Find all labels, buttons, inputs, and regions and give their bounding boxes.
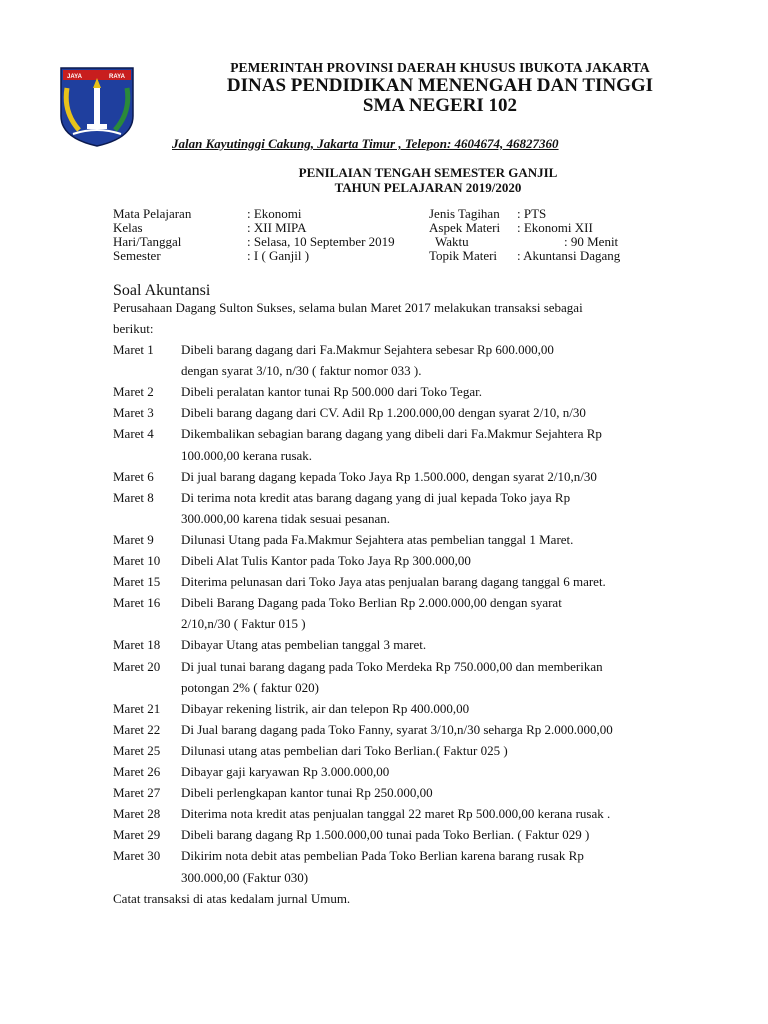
transaction-date: Maret 18 [113,637,161,653]
transaction-text: Di terima nota kredit atas barang dagang yang di jual kepada Toko jaya Rp [181,489,571,505]
transaction-line [0,743,768,763]
school-address: Jalan Kayutinggi Cakung, Jakarta Timur , Telepon: 4604674, 46827360 [172,136,559,151]
header-department: DINAS PENDIDIKAN MENENGAH DAN TINGGI [226,75,654,96]
exam-year: TAHUN PELAJARAN 2019/2020 [334,180,522,195]
info-value-type: : PTS [517,206,547,221]
info-label-time: Waktu [435,234,469,249]
transaction-line [0,490,768,510]
transaction-line [0,637,768,657]
intro-line-2: berikut: [113,321,154,336]
info-value-time: : 90 Menit [564,234,619,249]
transaction-line [0,722,768,742]
transaction-line [0,701,768,721]
info-label-class: Kelas [113,220,143,235]
info-value-semester: : I ( Ganjil ) [247,248,310,263]
transaction-line [0,785,768,805]
transaction-line [0,553,768,573]
transaction-date: Maret 1 [113,342,154,357]
transaction-line [0,469,768,489]
transaction-date: Maret 6 [113,468,154,484]
info-label-type: Jenis Tagihan [429,206,500,221]
transaction-line [0,806,768,826]
transaction-line [0,870,768,890]
section-heading: Soal Akuntansi [113,282,211,299]
info-label-date: Hari/Tanggal [113,234,182,249]
transaction-line [0,659,768,679]
transaction-date: Maret 21 [113,700,161,716]
transaction-date: Maret 3 [113,405,154,421]
transaction-line [0,363,768,383]
transaction-text: 300.000,00 (Faktur 030) [181,869,309,885]
transaction-date: Maret 4 [113,426,154,442]
exam-title: PENILAIAN TENGAH SEMESTER GANJIL [298,165,558,180]
transaction-date: Maret 27 [113,785,161,801]
transaction-date: Maret 2 [113,384,154,400]
transaction-date: Maret 26 [113,764,161,779]
transaction-line [0,511,768,531]
info-label-subject: Mata Pelajaran [113,206,192,221]
logo-text-jaya: JAYA [67,74,82,80]
transaction-line [0,616,768,636]
transaction-text: Dikembalikan sebagian barang dagang yang dibeli dari Fa.Makmur Sejahtera Rp [181,426,602,442]
transaction-date: Maret 22 [113,721,161,737]
transaction-line [0,595,768,615]
transaction-text: Dibeli barang dagang dari CV. Adil Rp 1.200.000,00 dengan syarat 2/10, n/30 [181,405,586,421]
transaction-text: Dibeli barang dagang Rp 1.500.000,00 tunai pada Toko Berlian. ( Faktur 029 ) [181,827,590,843]
transaction-line [0,848,768,868]
transaction-date: Maret 8 [113,489,154,505]
info-value-date: : Selasa, 10 September 2019 [247,234,395,249]
transaction-line [0,384,768,404]
logo-text-raya: RAYA [109,74,125,80]
transaction-text: 2/10,n/30 ( Faktur 015 ) [181,616,306,632]
transaction-text: dengan syarat 3/10, n/30 ( faktur nomor 033 ). [181,363,422,379]
transaction-text: Diterima nota kredit atas penjualan tanggal 22 maret Rp 500.000,00 kerana rusak . [181,806,611,822]
transaction-line [0,532,768,552]
transaction-date: Maret 15 [113,574,161,590]
transaction-date: Maret 25 [113,742,161,758]
transaction-text: Dibayar gaji karyawan Rp 3.000.000,00 [181,764,390,779]
transaction-text: Dibayar Utang atas pembelian tanggal 3 maret. [181,637,427,653]
transaction-date: Maret 16 [113,595,161,611]
transaction-text: 100.000,00 kerana rusak. [181,447,313,463]
transaction-text: Di jual tunai barang dagang pada Toko Merdeka Rp 750.000,00 dan memberikan [181,658,603,674]
intro-line-1: Perusahaan Dagang Sulton Sukses, selama bulan Maret 2017 melakukan transaksi sebagai [113,300,583,315]
transaction-line [0,448,768,468]
transaction-date: Maret 28 [113,806,161,822]
transaction-text: Di Jual barang dagang pada Toko Fanny, syarat 3/10,n/30 seharga Rp 2.000.000,00 [181,721,613,737]
jakarta-emblem-logo [53,64,141,148]
transaction-text: Dikirim nota debit atas pembelian Pada Toko Berlian karena barang rusak Rp [181,848,584,864]
transaction-text: Dilunasi Utang pada Fa.Makmur Sejahtera atas pembelian tanggal 1 Maret. [181,531,574,547]
transaction-text: Di jual barang dagang kepada Toko Jaya Rp 1.500.000, dengan syarat 2/10,n/30 [181,468,597,484]
transaction-text: Dibeli peralatan kantor tunai Rp 500.000 dari Toko Tegar. [181,384,482,400]
info-label-topic: Topik Materi [429,248,498,263]
transaction-text: Dilunasi utang atas pembelian dari Toko Berlian.( Faktur 025 ) [181,742,508,758]
transaction-line [0,680,768,700]
transaction-date: Maret 30 [113,848,161,864]
transaction-date: Maret 29 [113,827,161,843]
info-label-aspect: Aspek Materi [429,220,501,235]
header-government: PEMERINTAH PROVINSI DAERAH KHUSUS IBUKOTA JAKARTA [230,60,650,75]
transaction-line [0,827,768,847]
info-value-class: : XII MIPA [247,220,307,235]
transaction-text: Dibeli Alat Tulis Kantor pada Toko Jaya Rp 300.000,00 [181,553,471,568]
closing-instruction: Catat transaksi di atas kedalam jurnal Umum. [113,890,351,906]
info-value-topic: : Akuntansi Dagang [517,248,621,263]
info-value-aspect: : Ekonomi XII [517,220,593,235]
transaction-line [0,426,768,446]
info-label-semester: Semester [113,248,161,263]
transaction-line [0,764,768,784]
transaction-date: Maret 9 [113,531,154,547]
header-school: SMA NEGERI 102 [362,95,518,116]
info-value-subject: : Ekonomi [247,206,302,221]
transaction-text: Diterima pelunasan dari Toko Jaya atas penjualan barang dagang tanggal 6 maret. [181,574,606,590]
transaction-date: Maret 20 [113,658,161,674]
transaction-text: Dibeli barang dagang dari Fa.Makmur Sejahtera sebesar Rp 600.000,00 [181,342,554,357]
transaction-line [0,342,768,362]
transaction-line [0,574,768,594]
transaction-text: Dibayar rekening listrik, air dan telepon Rp 400.000,00 [181,700,470,716]
transaction-line [0,405,768,425]
transaction-text: Dibeli Barang Dagang pada Toko Berlian Rp 2.000.000,00 dengan syarat [181,595,562,611]
transaction-date: Maret 10 [113,553,161,568]
transaction-text: 300.000,00 karena tidak sesuai pesanan. [181,510,391,526]
transaction-text: potongan 2% ( faktur 020) [181,679,319,695]
transaction-text: Dibeli perlengkapan kantor tunai Rp 250.000,00 [181,785,433,801]
